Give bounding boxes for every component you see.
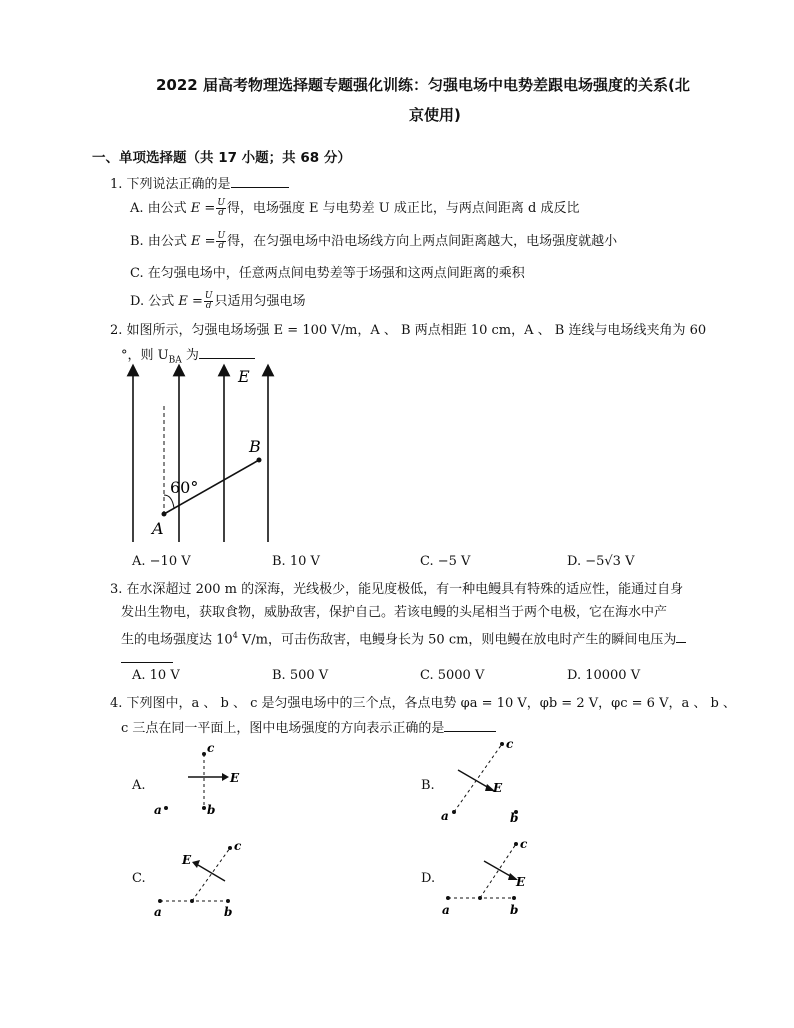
field-arrow [484, 861, 512, 877]
frac-den: d [218, 241, 225, 251]
q2-subscript: BA [168, 355, 182, 366]
label-angle: 60° [170, 478, 199, 497]
q4-figure-d [436, 834, 536, 924]
q2-option-d: D. −5√3 V [567, 554, 635, 569]
q3-line3-pre: 生的电场强度达 10 [121, 632, 233, 648]
dashed-line-ac [454, 744, 502, 812]
label-e: E [238, 367, 250, 386]
frac-num: U [217, 231, 226, 241]
section-header: 一、单项选择题（共 17 小题；共 68 分） [92, 150, 351, 166]
q3-line3-post: V/m，可击伤敌害，电鳗身长为 50 cm，则电鳗在放电时产生的瞬间电压为 [237, 632, 677, 648]
q3-line1: 3. 在水深超过 200 m 的深海，光线极少，能见度极低，有一种电鳗具有特殊的适应性，能通过自身 [110, 582, 684, 597]
label-e: E [182, 853, 192, 867]
q4-line1: 4. 下列图中，a 、 b 、 c 是匀强电场中的三个点，各点电势 φa = 10 V，φb = 2 V，φc = 6 V，a 、 b 、 [110, 696, 736, 711]
formula-lhs: E = [190, 201, 216, 216]
q3-option-d: D. 10000 V [567, 668, 641, 683]
q3-superscript: 4 [232, 631, 238, 640]
point-a [164, 806, 168, 810]
q2-option-a: A. −10 V [132, 554, 191, 569]
fraction-u-over-d [216, 199, 226, 218]
frac-den: d [205, 301, 212, 311]
field-arrow [458, 770, 489, 788]
q4-label-c: C. [132, 871, 146, 886]
point-b [257, 458, 262, 463]
q1-a-post: 得，电场强度 E 与电势差 U 成正比，与两点间距离 d 成反比 [226, 201, 580, 216]
label-c: c [506, 737, 514, 751]
q2-line2-post: 为 [181, 348, 199, 363]
q4-label-d: D. [421, 871, 436, 886]
q1-stem [110, 173, 289, 195]
q4-label-a: A. [132, 778, 146, 793]
label-c: c [234, 839, 242, 853]
label-c: c [207, 742, 215, 755]
label-a: A [152, 519, 164, 538]
point-b [202, 806, 206, 810]
label-a: a [154, 905, 162, 919]
q1-option-b [130, 230, 617, 251]
label-a: a [442, 903, 450, 917]
label-a: a [154, 803, 162, 817]
q4-figure-b [436, 734, 536, 824]
arrow-head [222, 773, 229, 781]
frac-num: U [217, 198, 225, 208]
answer-blank-start [676, 628, 686, 643]
q4-figure-c [148, 836, 248, 922]
q2-option-c: C. −5 V [420, 554, 471, 569]
q3-answer-blank [121, 648, 173, 667]
point-a [446, 896, 450, 900]
point-c [202, 752, 206, 756]
point-b [226, 899, 230, 903]
q2-line1: 2. 如图所示，匀强电场场强 E = 100 V/m，A 、 B 两点相距 10 cm，A 、 B 连线与电场线夹角为 60 [110, 323, 707, 338]
q1-b-post: 得，在匀强电场中沿电场线方向上两点间距离越大，电场强度就越小 [227, 234, 618, 249]
q2-line2-pre: °，则 U [121, 348, 169, 363]
q3-line2: 发出生物电，获取食物，威胁敌害，保护自己。若该电鳗的头尾相当于两个电极，它在海水中产 [121, 605, 668, 620]
fraction-u-over-d [204, 292, 214, 311]
label-c: c [520, 837, 528, 851]
label-e: E [230, 771, 240, 785]
point-c [500, 742, 504, 746]
formula-lhs: E = [178, 294, 203, 309]
q2-option-b: B. 10 V [272, 554, 320, 569]
label-b: b [207, 803, 216, 817]
point-mid [190, 899, 194, 903]
point-c [514, 842, 518, 846]
point-a [452, 810, 456, 814]
answer-blank [444, 717, 496, 732]
formula-lhs: E = [190, 234, 216, 249]
frac-num: U [204, 291, 213, 301]
document-title-line2: 京使用) [409, 106, 461, 124]
point-a [158, 899, 162, 903]
q3-option-c: C. 5000 V [420, 668, 485, 683]
point-a [162, 512, 167, 517]
q4-figure-a [148, 742, 248, 822]
fraction-u-over-d [216, 232, 226, 251]
point-c [228, 846, 232, 850]
label-a: a [441, 809, 449, 823]
label-b: b [224, 905, 233, 919]
q3-line3 [121, 626, 686, 650]
field-arrow [198, 865, 225, 881]
q4-label-b: B. [421, 778, 435, 793]
q1-option-c: C. 在匀强电场中，任意两点间电势差等于场强和这两点间距离的乘积 [130, 266, 525, 281]
label-b: B [249, 437, 261, 456]
q3-option-b: B. 500 V [272, 668, 329, 683]
dashed-line-mc [192, 848, 230, 901]
label-e: E [516, 875, 526, 889]
arrow-head [192, 860, 200, 868]
q1-b-pre: B. 由公式 [130, 234, 191, 249]
q1-stem-text: 1. 下列说法正确的是 [110, 177, 231, 192]
label-b: b [510, 903, 519, 917]
q1-option-d [130, 290, 305, 311]
q2-field-figure [120, 362, 280, 546]
q1-a-pre: A. 由公式 [130, 201, 191, 216]
q3-option-a: A. 10 V [132, 668, 180, 683]
q1-option-a [130, 197, 579, 218]
answer-blank [121, 648, 173, 663]
dashed-line-mc [480, 844, 516, 898]
answer-blank [231, 173, 289, 188]
q4-line2-text: c 三点在同一平面上，图中电场强度的方向表示正确的是 [121, 721, 445, 736]
answer-blank [199, 344, 255, 359]
document-title-line1: 2022 届高考物理选择题专题强化训练：匀强电场中电势差跟电场强度的关系(北 [156, 76, 690, 94]
frac-den: d [218, 208, 224, 218]
point-b [512, 896, 516, 900]
label-b: b [510, 811, 519, 824]
q1-d-pre: D. 公式 [130, 294, 179, 309]
q1-d-post: 只适用匀强电场 [214, 294, 306, 309]
label-e: E [493, 781, 503, 795]
point-mid [478, 896, 482, 900]
